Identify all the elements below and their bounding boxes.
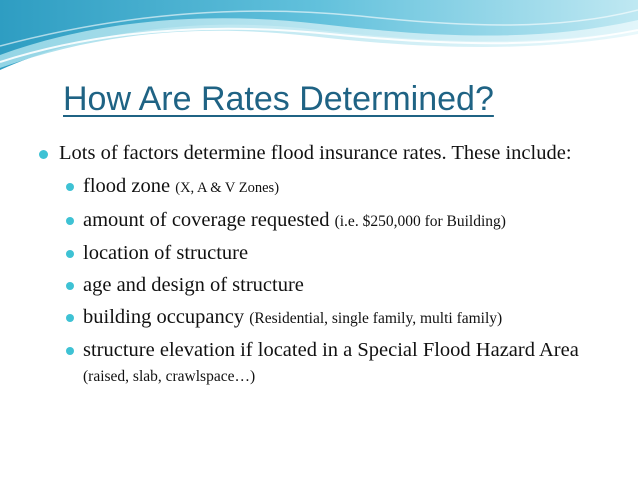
list-item-main: age and design of structure xyxy=(83,274,304,296)
bullet-icon xyxy=(66,217,74,225)
bullet-icon xyxy=(66,347,74,355)
slide-body xyxy=(28,141,618,396)
list-item-main: flood zone xyxy=(83,175,176,197)
intro-text: Lots of factors determine flood insurance rates. These include: xyxy=(59,142,572,164)
slide-title: How Are Rates Determined? xyxy=(63,80,494,118)
list-item-note: (X, A & V Zones) xyxy=(175,180,280,196)
list-item-note: (Residential, single family, multi family) xyxy=(249,310,503,327)
list-item-note: (i.e. $250,000 for Building) xyxy=(334,213,506,230)
list-item-occupancy xyxy=(28,305,618,331)
list-item-main: amount of coverage requested xyxy=(83,209,335,231)
list-item-elevation xyxy=(28,338,618,389)
bullet-icon xyxy=(39,150,48,159)
list-item-main: building occupancy xyxy=(83,306,250,328)
header-wave-decoration xyxy=(0,0,638,80)
list-item-coverage xyxy=(28,208,618,234)
bullet-icon xyxy=(66,314,74,322)
list-item-note: (raised, slab, crawlspace…) xyxy=(83,368,256,385)
list-item-main: location of structure xyxy=(83,242,249,264)
intro-bullet xyxy=(28,141,618,166)
bullet-icon xyxy=(66,282,74,290)
list-item-main: structure elevation if located in a Special Flood Hazard Area xyxy=(83,339,579,361)
list-item-flood-zone xyxy=(28,174,618,201)
list-item-age-design xyxy=(28,273,618,298)
bullet-icon xyxy=(66,250,74,258)
list-item-location xyxy=(28,241,618,266)
bullet-icon xyxy=(66,183,74,191)
